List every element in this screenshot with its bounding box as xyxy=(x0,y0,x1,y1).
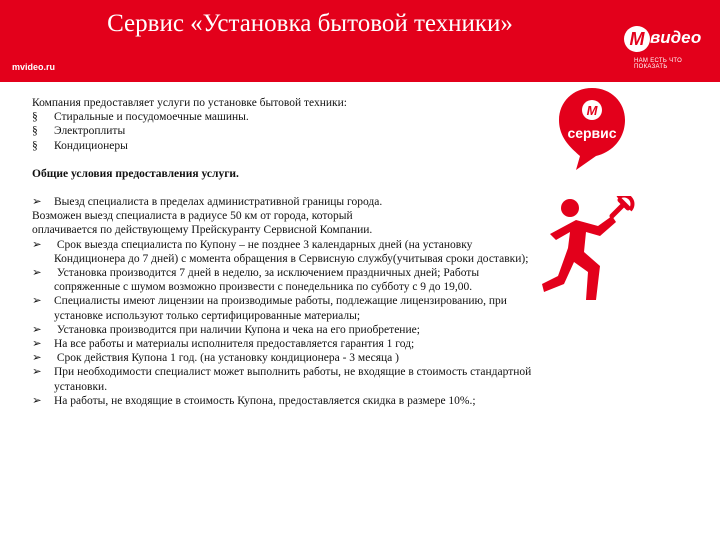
condition-line: ➢ Установка производится при наличии Купона и чека на его приобретение; xyxy=(32,323,420,336)
logo-slogan: НАМ ЕСТЬ ЧТО ПОКАЗАТЬ xyxy=(634,58,683,70)
conditions-title: Общие условия предоставления услуги. xyxy=(32,167,239,180)
condition-line: ➢ Срок выезда специалиста по Купону – не позднее 3 календарных дней (на установку xyxy=(32,238,473,251)
condition-line: ➢ Специалисты имеют лицензии на производимые работы, подлежащие лицензированию, при xyxy=(32,295,507,308)
header-banner xyxy=(0,0,720,82)
list-item: § Стиральные и посудомоечные машины. xyxy=(32,111,249,124)
arrow-bullet-icon: ➢ xyxy=(32,295,42,308)
arrow-bullet-icon: ➢ xyxy=(32,352,42,365)
condition-line: Кондиционера до 7 дней) с момента обращения в Сервисную службу(учитывая сроки доставки); xyxy=(54,252,529,265)
list-item: § Электроплиты xyxy=(32,125,126,138)
arrow-bullet-icon: ➢ xyxy=(32,323,42,336)
condition-line: ➢ На работы, не входящие в стоимость Купона, предоставляется скидка в размере 10%.; xyxy=(32,394,476,407)
condition-line: ➢ Установка производится 7 дней в неделю, за исключением праздничных дней; Работы xyxy=(32,267,480,280)
logo-letter: М xyxy=(624,26,650,52)
main-content xyxy=(32,96,652,408)
badge-letter: М xyxy=(586,103,598,118)
site-url[interactable]: mvideo.ru xyxy=(12,62,56,72)
badge-label: сервис xyxy=(567,125,617,141)
condition-line: установке используют только сертифицированные материалы; xyxy=(54,309,361,322)
condition-line: Возможен выезд специалиста в радиусе 50 км от города, который xyxy=(32,210,353,223)
condition-line: ➢ На все работы и материалы исполнителя предоставляется гарантия 1 год; xyxy=(32,338,415,351)
page-title: Сервис «Установка бытовой техники» xyxy=(107,10,513,37)
condition-line: ➢ Срок действия Купона 1 год. (на установку кондиционера - 3 месяца ) xyxy=(32,352,399,365)
arrow-bullet-icon: ➢ xyxy=(32,267,42,280)
intro-lead: Компания предоставляет услуги по установке бытовой техники: xyxy=(32,97,347,109)
arrow-bullet-icon: ➢ xyxy=(32,366,42,379)
logo-word: видео xyxy=(650,28,702,47)
condition-line: ➢ Выезд специалиста в пределах административной границы города. xyxy=(32,196,383,209)
list-item: § Кондиционеры xyxy=(32,139,128,152)
condition-line: установки. xyxy=(54,380,108,393)
condition-line: сопряженные с шумом возможно произвести с понедельника по субботу с 9 до 19,00. xyxy=(54,281,473,294)
mvideo-logo xyxy=(624,26,706,74)
arrow-bullet-icon: ➢ xyxy=(32,196,42,209)
square-bullet-icon: § xyxy=(32,139,38,152)
conditions-list xyxy=(32,195,652,408)
arrow-bullet-icon: ➢ xyxy=(32,394,42,407)
condition-line: оплачивается по действующему Прейскуранту Сервисной Компании. xyxy=(32,224,373,237)
arrow-bullet-icon: ➢ xyxy=(32,238,42,251)
square-bullet-icon: § xyxy=(32,125,38,138)
condition-line: ➢ При необходимости специалист может выполнить работы, не входящие в стоимость стандартной xyxy=(32,366,532,379)
arrow-bullet-icon: ➢ xyxy=(32,338,42,351)
square-bullet-icon: § xyxy=(32,111,38,124)
